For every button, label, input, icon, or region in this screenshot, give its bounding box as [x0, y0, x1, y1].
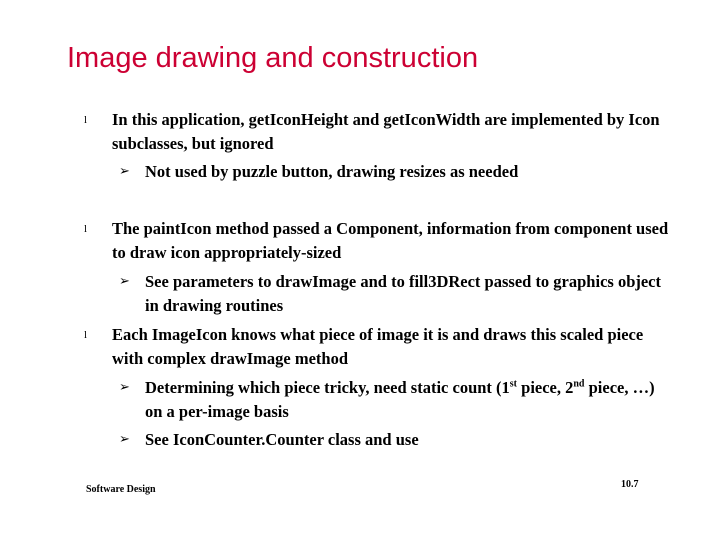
bullet-text: The paintIcon method passed a Component, information from component used to draw icon appropriately-sized: [112, 219, 669, 262]
footer-slide-number: 10.7: [621, 479, 639, 490]
arrow-bullet-icon: ➢: [119, 164, 130, 179]
sub-bullet-text: See parameters to drawImage and to fill3DRect passed to graphics object in drawing routines: [145, 272, 662, 315]
bullet-text: In this application, getIconHeight and getIconWidth are implemented by Icon subclasses, but ignored: [112, 110, 660, 153]
footer-course-name: Software Design: [86, 484, 156, 495]
sub-bullet-text: Determining which piece tricky, need static count (1st piece, 2nd piece, …) on a per-image basis: [145, 378, 655, 421]
bullet-icon: l: [84, 223, 88, 235]
arrow-bullet-icon: ➢: [119, 380, 130, 395]
slide-title: Image drawing and construction: [67, 42, 479, 74]
sub-bullet-text: Not used by puzzle button, drawing resizes as needed: [145, 162, 519, 181]
sub-bullet-text: See IconCounter.Counter class and use: [145, 430, 419, 449]
bullet-icon: l: [84, 329, 88, 341]
arrow-bullet-icon: ➢: [119, 274, 130, 289]
bullet-text: Each ImageIcon knows what piece of image it is and draws this scaled piece with complex drawImage method: [112, 325, 644, 368]
bullet-icon: l: [84, 114, 88, 126]
arrow-bullet-icon: ➢: [119, 432, 130, 447]
